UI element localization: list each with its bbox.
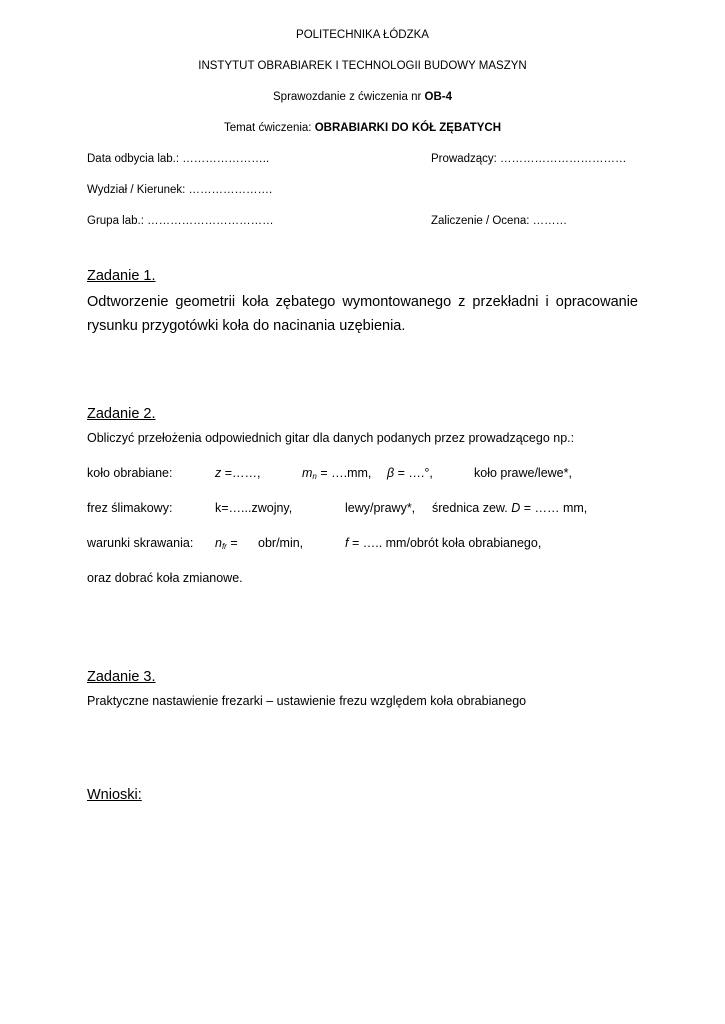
report-number: OB-4	[424, 91, 452, 103]
faculty-field: Wydział / Kierunek: ………………….	[87, 184, 273, 196]
row1-label: koło obrabiane:	[87, 466, 173, 480]
institute-name: INSTYTUT OBRABIAREK I TECHNOLOGII BUDOWY MASZYN	[198, 60, 527, 72]
topic-title: OBRABIARKI DO KÓŁ ZĘBATYCH	[314, 122, 502, 134]
module-param	[302, 466, 371, 481]
m-rest: = ….mm,	[316, 466, 372, 480]
task3-title: Zadanie 3.	[87, 669, 156, 685]
n-rest: =	[226, 536, 238, 550]
z-rest: =……,	[221, 466, 261, 480]
z-var: z	[215, 466, 222, 480]
feed-param	[345, 536, 541, 551]
task1-title: Zadanie 1.	[87, 268, 156, 284]
beta-var: β	[387, 466, 395, 480]
speed-unit: obr/min,	[258, 536, 304, 550]
z-param	[215, 466, 261, 481]
university-name: POLITECHNIKA ŁÓDZKA	[296, 29, 429, 41]
diameter-rest: = …… mm,	[520, 501, 588, 515]
n-var: n	[215, 536, 222, 550]
task2-title: Zadanie 2.	[87, 406, 156, 422]
task2-intro: Obliczyć przełożenia odpowiednich gitar dla danych podanych przez prowadzącego np.:	[87, 431, 575, 445]
beta-rest: = ….°,	[394, 466, 433, 480]
group-field: Grupa lab.: ……………………………	[87, 215, 274, 227]
report-prefix: Sprawozdanie z ćwiczenia nr	[273, 91, 425, 103]
diameter-prefix: średnica zew.	[432, 501, 512, 515]
task2-outro: oraz dobrać koła zmianowe.	[87, 571, 243, 585]
m-var: m	[302, 466, 313, 480]
grade-field: Zaliczenie / Ocena: ………	[431, 215, 568, 227]
task1-line2: rysunku przygotówki koła do nacinania uzębienia.	[87, 318, 406, 334]
speed-param	[215, 536, 238, 551]
d-var: D	[511, 501, 521, 515]
topic-line	[0, 121, 725, 135]
f-var: f	[345, 536, 349, 550]
starts-param: k=…...zwojny,	[215, 501, 293, 515]
task1-line1: Odtworzenie geometrii koła zębatego wymontowanego z przekładni i opracowanie	[87, 294, 638, 310]
date-field: Data odbycia lab.: …………………..	[87, 153, 270, 165]
topic-prefix: Temat ćwiczenia:	[223, 122, 315, 134]
task1-description	[87, 290, 638, 338]
hob-direction: lewy/prawy*,	[345, 501, 416, 515]
report-title	[0, 90, 725, 104]
gear-direction: koło prawe/lewe*,	[474, 466, 572, 480]
row2-label: frez ślimakowy:	[87, 501, 173, 515]
instructor-field: Prowadzący: ……………………………	[431, 153, 627, 165]
diameter-param	[432, 501, 587, 516]
beta-param	[387, 466, 433, 481]
n-sub: fr	[221, 542, 227, 551]
f-rest: = ….. mm/obrót koła obrabianego,	[348, 536, 542, 550]
m-sub: n	[312, 472, 317, 481]
row3-label: warunki skrawania:	[87, 536, 194, 550]
conclusions-title: Wnioski:	[87, 787, 142, 803]
task3-text: Praktyczne nastawienie frezarki – ustawienie frezu względem koła obrabianego	[87, 694, 527, 708]
